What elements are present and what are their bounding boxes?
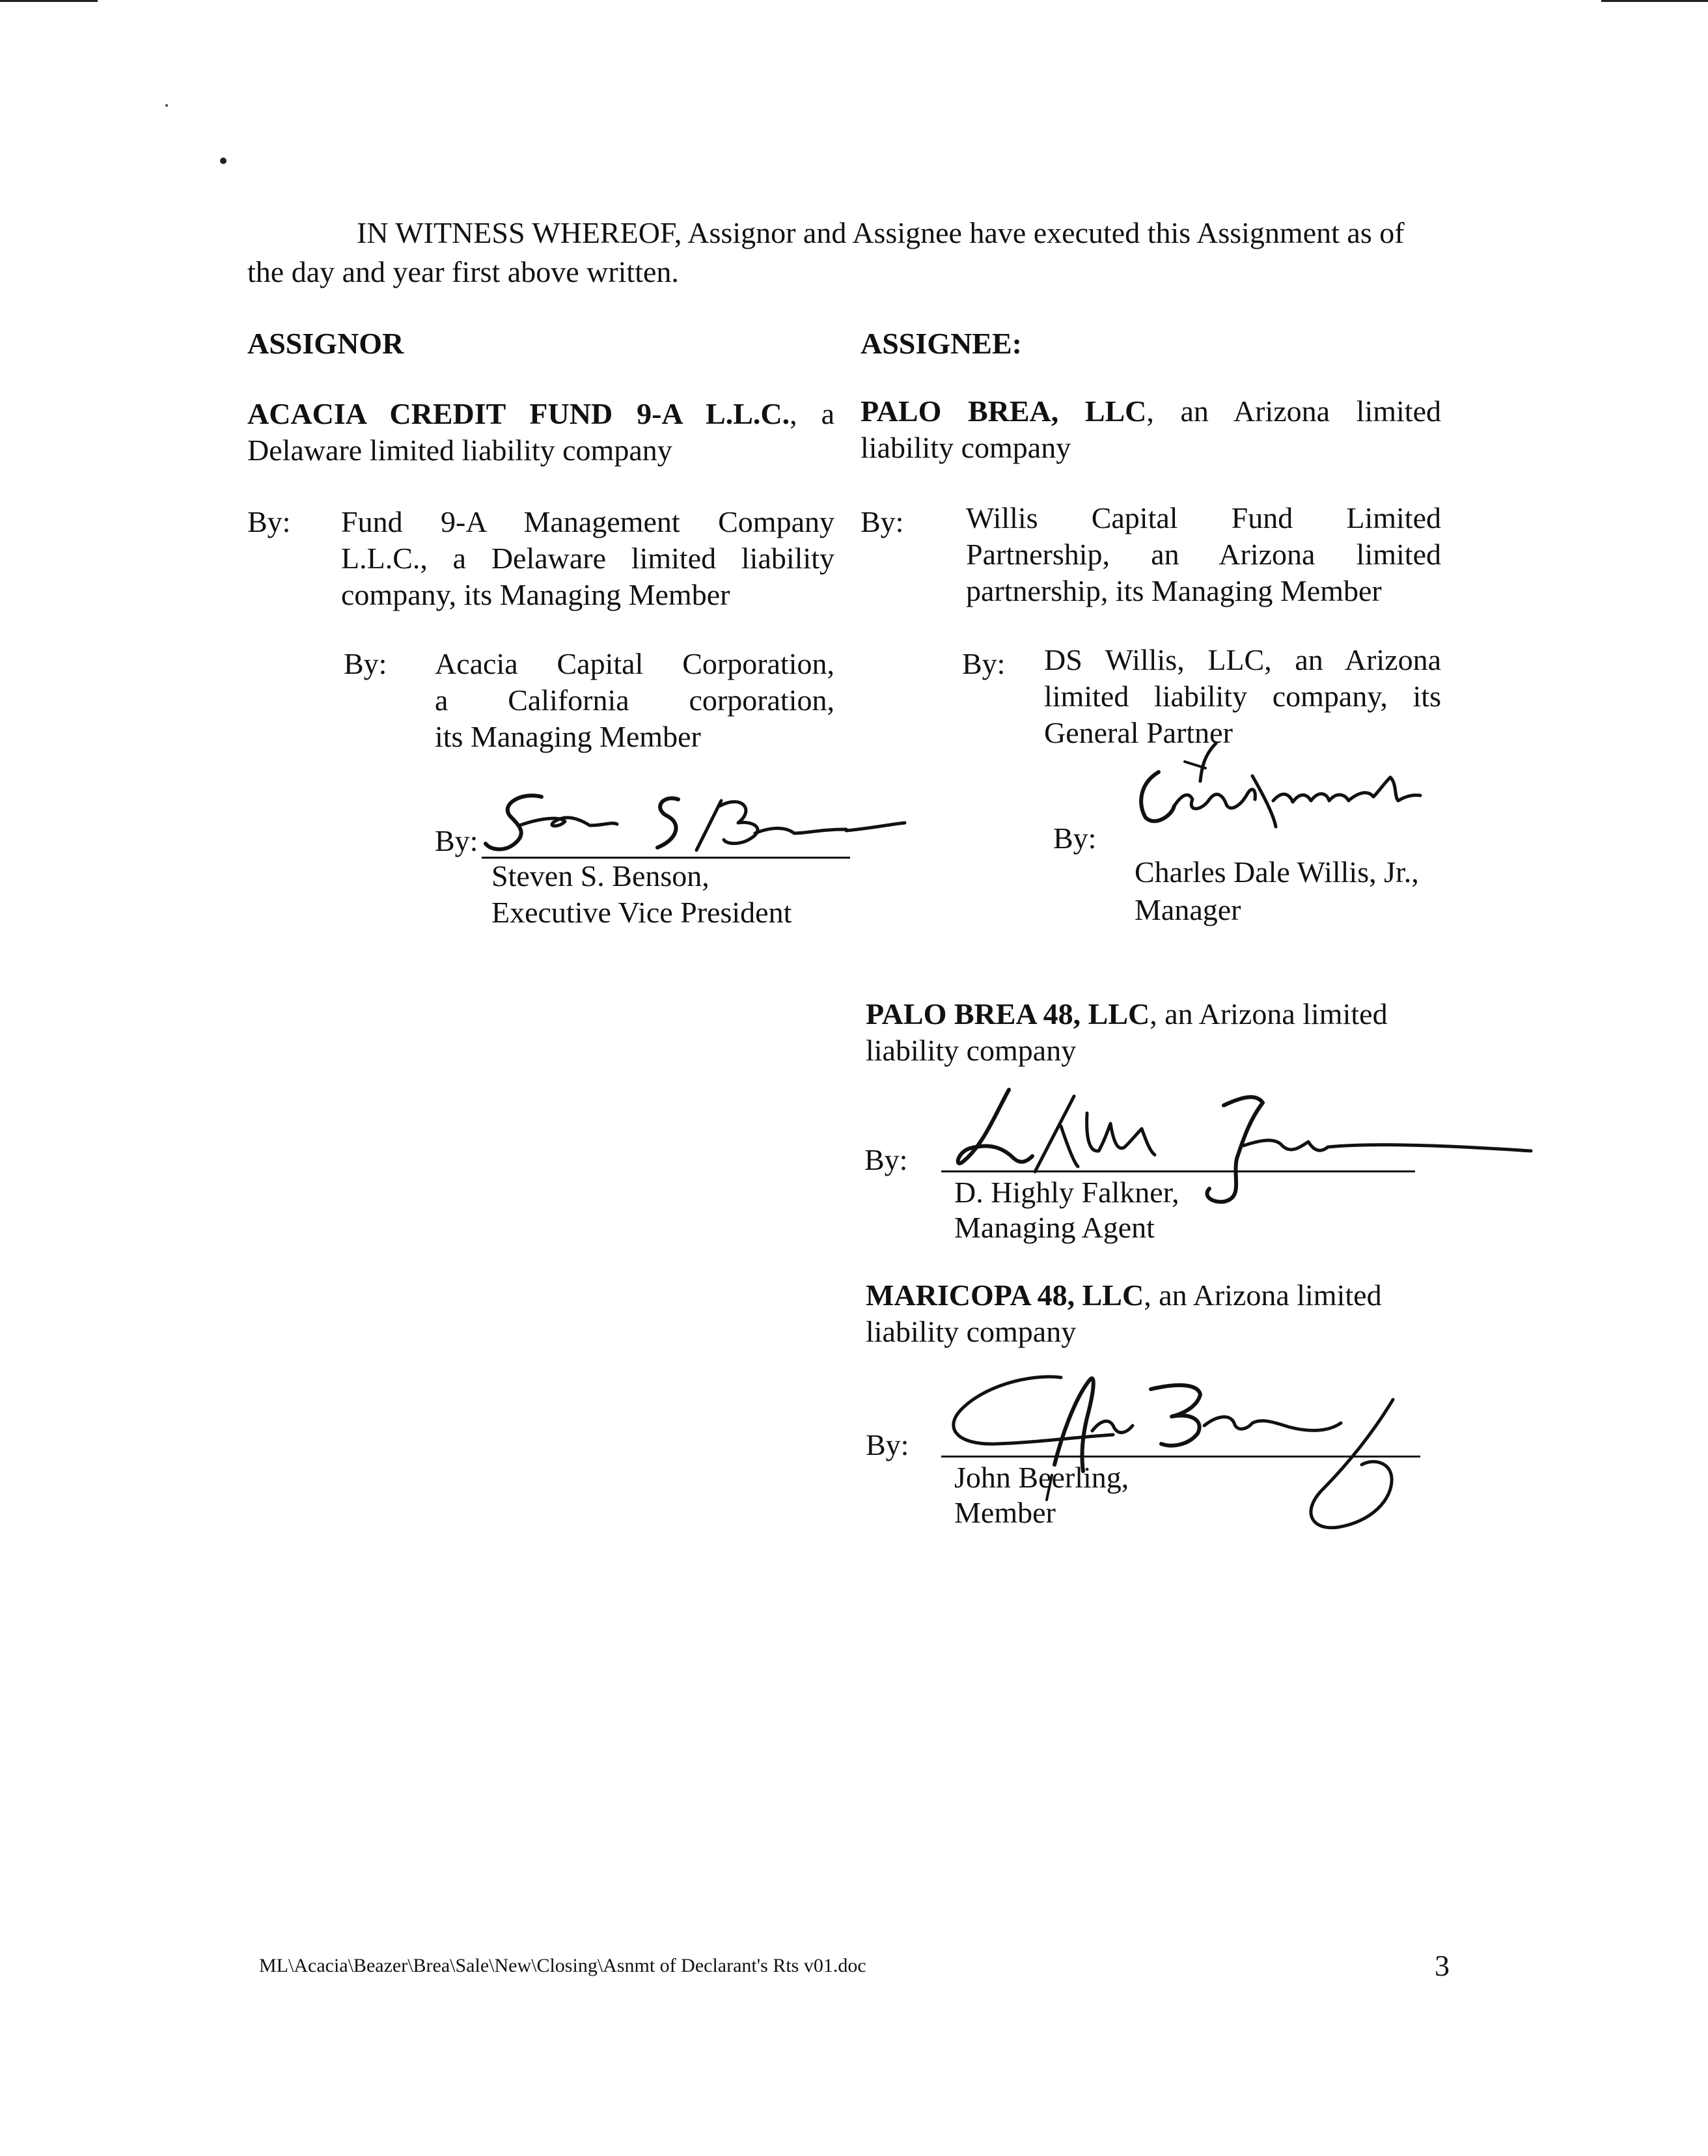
assignor-by-1-line-1: Fund 9-A Management Company <box>341 505 834 538</box>
assignor-entity <box>247 396 834 469</box>
palo-brea-48-signer-title: Managing Agent <box>954 1211 1155 1244</box>
assignor-by-1-block <box>341 504 834 613</box>
footer-file-path: ML\Acacia\Beazer\Brea\Sale\New\Closing\Asnmt of Declarant's Rts v01.doc <box>259 1955 866 1976</box>
maricopa-48-entity-name: MARICOPA 48, LLC <box>866 1278 1144 1312</box>
witness-paragraph-line-1: IN WITNESS WHEREOF, Assignor and Assignee have executed this Assignment as of <box>357 216 1405 249</box>
scan-speck <box>220 158 227 164</box>
maricopa-48-entity-line-1 <box>866 1277 1382 1314</box>
palo-brea-48-entity <box>866 996 1388 1069</box>
assignee-by-1-block <box>966 500 1441 609</box>
assignee-entity-line-2: liability company <box>861 431 1071 464</box>
maricopa-48-entity <box>866 1277 1382 1350</box>
palo-brea-48-by-label: By: <box>864 1143 908 1176</box>
maricopa-48-by-label: By: <box>866 1428 909 1461</box>
assignee-heading: ASSIGNEE: <box>861 327 1022 360</box>
assignee-by-2-line-2: limited liability company, its <box>1044 680 1441 713</box>
assignee-sign-by-label: By: <box>1053 822 1097 855</box>
maricopa-48-entity-desc-1: , an Arizona limited <box>1144 1278 1382 1312</box>
assignor-by-2-line-1: Acacia Capital Corporation, <box>435 647 834 680</box>
scan-edge-line <box>1601 0 1708 2</box>
palo-brea-48-entity-line-1 <box>866 996 1388 1032</box>
assignor-entity-line-2: Delaware limited liability company <box>247 434 672 467</box>
palo-brea-48-entity-line-2: liability company <box>866 1034 1077 1067</box>
assignor-signer-title: Executive Vice President <box>491 896 792 929</box>
assignor-entity-desc-1: , a <box>790 397 834 430</box>
assignee-by-1-label: By: <box>861 505 904 538</box>
maricopa-48-signer-title: Member <box>954 1496 1056 1529</box>
assignor-entity-line-1 <box>247 396 834 432</box>
assignee-entity <box>861 393 1441 466</box>
maricopa-48-entity-line-2: liability company <box>866 1315 1077 1348</box>
palo-brea-48-entity-desc-1: , an Arizona limited <box>1150 997 1388 1030</box>
palo-brea-48-signer-name: D. Highly Falkner, <box>954 1176 1179 1209</box>
maricopa-48-signer-name: John Beerling, <box>954 1461 1129 1494</box>
assignee-by-2-line-1: DS Willis, LLC, an Arizona <box>1044 643 1441 676</box>
assignee-by-1-line-2: Partnership, an Arizona limited <box>966 538 1441 571</box>
assignor-heading: ASSIGNOR <box>247 327 404 360</box>
assignor-by-1-line-3: company, its Managing Member <box>341 578 730 611</box>
assignee-entity-desc-1: , an Arizona limited <box>1146 394 1441 428</box>
witness-paragraph-line-2: the day and year first above written. <box>247 255 679 288</box>
assignor-by-2-block <box>435 646 834 755</box>
scan-edge-line <box>0 0 98 2</box>
assignee-by-1-line-1: Willis Capital Fund Limited <box>966 501 1441 534</box>
assignee-signer-title: Manager <box>1135 893 1241 926</box>
assignor-signer-name: Steven S. Benson, <box>491 859 709 892</box>
assignor-signature <box>482 788 911 859</box>
assignee-by-1-line-3: partnership, its Managing Member <box>966 574 1382 607</box>
assignor-by-2-line-3: its Managing Member <box>435 720 701 753</box>
scan-speck <box>165 104 168 107</box>
assignor-sign-by-label: By: <box>435 824 478 857</box>
assignor-by-2-line-2: a California corporation, <box>435 684 834 717</box>
assignee-signer-name: Charles Dale Willis, Jr., <box>1135 855 1419 889</box>
assignee-by-2-line-3: General Partner <box>1044 716 1233 749</box>
assignor-entity-name: ACACIA CREDIT FUND 9-A L.L.C. <box>247 397 790 430</box>
palo-brea-48-entity-name: PALO BREA 48, LLC <box>866 997 1150 1030</box>
assignee-entity-line-1 <box>861 393 1441 430</box>
page-number: 3 <box>1435 1949 1450 1982</box>
assignor-by-1-line-2: L.L.C., a Delaware limited liability <box>341 542 834 575</box>
assignor-by-1-label: By: <box>247 505 291 538</box>
assignee-signature <box>1120 729 1458 859</box>
assignor-by-2-label: By: <box>344 647 387 680</box>
assignee-by-2-label: By: <box>962 647 1006 680</box>
assignee-entity-name: PALO BREA, LLC <box>861 394 1147 428</box>
